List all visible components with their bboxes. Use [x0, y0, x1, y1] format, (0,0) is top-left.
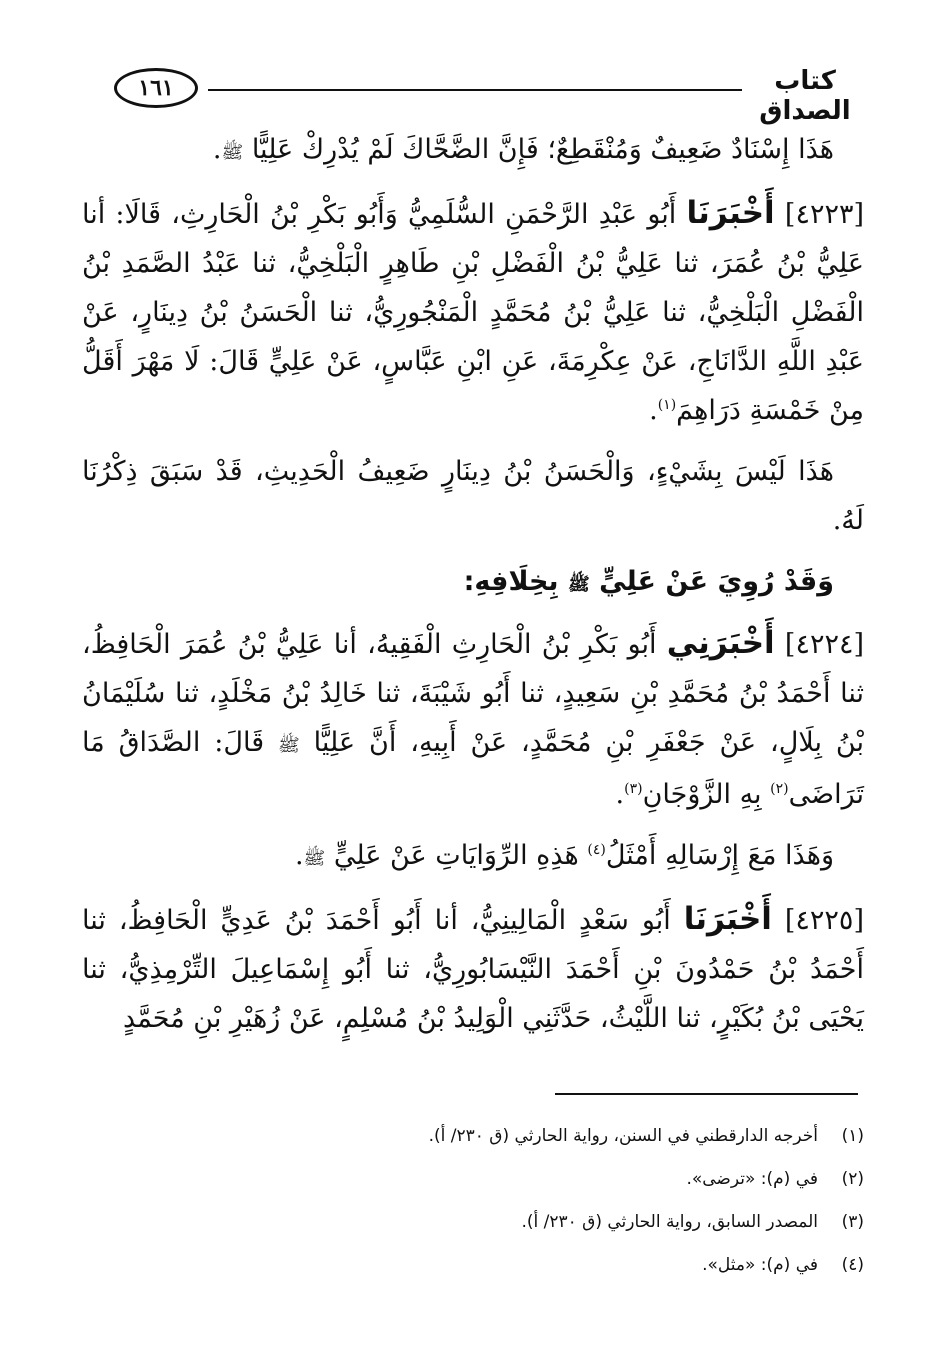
hadith-keyword: أَخْبَرَنَا	[683, 901, 772, 937]
page-number-badge	[114, 68, 198, 108]
section-heading	[82, 557, 864, 609]
hadith-text-2: قَالَ: الصَّدَاقُ مَا تَرَاضَى	[82, 727, 864, 810]
footnote-ref: (٣)	[624, 781, 643, 797]
hadith-keyword: أَخْبَرَنَا	[686, 195, 775, 231]
page-number: ١٦١	[138, 75, 174, 101]
hadith-4223	[82, 189, 864, 435]
paragraph-text: وَهَذَا مَعَ إِرْسَالِهِ أَمْثَلُ	[605, 840, 834, 871]
hadith-text-3: بِهِ الزَّوْجَانِ	[642, 779, 762, 810]
main-text	[82, 125, 864, 1055]
honorific-symbol: ﷺ	[221, 142, 244, 163]
hadith-keyword: أَخْبَرَنِي	[666, 625, 775, 661]
hadith-number: [٤٢٢٤]	[784, 629, 865, 660]
footnote-4	[82, 1244, 864, 1287]
paragraph-text: هَذَا لَيْسَ بِشَيْءٍ، وَالْحَسَنُ بْنُ دِينَارٍ ضَعِيفُ الْحَدِيثِ، قَدْ سَبَقَ ذِكْرُنَا لَهُ.	[82, 456, 864, 536]
hadith-text: أَبُو بَكْرِ بْنُ الْحَارِثِ الْفَقِيهُ، أنا عَلِيُّ بْنُ عُمَرَ الْحَافِظُ، ثنا أَحْمَدُ بْنُ مُحَمَّدِ بْنِ سَعِيدٍ، ثنا أَبُو شَيْبَةَ، ثنا خَالِدُ بْنُ مَخْلَدٍ، ثنا سُلَيْمَانُ بْنُ بِلَالٍ، عَنْ جَعْفَرِ بْنِ مُحَمَّدٍ، عَنْ أَبِيهِ، أَنَّ عَلِيًّا	[82, 629, 864, 758]
honorific-symbol: ﷺ	[303, 848, 326, 869]
page-header	[100, 62, 860, 126]
honorific-symbol: ﷺ	[567, 574, 590, 595]
paragraph-tail: .	[649, 395, 658, 426]
paragraph-text: هَذَا إِسْنَادٌ ضَعِيفٌ وَمُنْقَطِعٌ؛ فَإِنَّ الضَّحَّاكَ لَمْ يُدْرِكْ عَلِيًّا	[251, 134, 834, 165]
footnote-text: في (م): «مثل».	[702, 1255, 818, 1275]
footnote-3	[82, 1201, 864, 1244]
hadith-text: أَبُو سَعْدٍ الْمَالِينِيُّ، أنا أَبُو أَحْمَدَ بْنُ عَدِيٍّ الْحَافِظُ، ثنا أَحْمَدُ بْنُ حَمْدُونَ بْنِ أَحْمَدَ النَّيْسَابُورِيُّ، ثنا أَبُو إِسْمَاعِيلَ التِّرْمِذِيُّ، ثنا يَحْيَى بْنُ بُكَيْرٍ، ثنا اللَّيْثُ، حَدَّثَنِي الْوَلِيدُ بْنُ مُسْلِمٍ، عَنْ زُهَيْرِ بْنِ مُحَمَّدٍ	[82, 905, 864, 1034]
footnote-number: (٤)	[841, 1255, 864, 1275]
footnote-text: أخرجه الدارقطني في السنن، رواية الحارثي (ق ٢٣٠/ أ).	[428, 1126, 818, 1146]
footnote-separator	[555, 1093, 858, 1095]
paragraph-3	[82, 447, 864, 545]
paragraph-tail: .	[615, 779, 625, 810]
hadith-text: أَبُو عَبْدِ الرَّحْمَنِ السُّلَمِيُّ وَأَبُو بَكْرِ بْنُ الْحَارِثِ، قَالَا: أنا عَلِيُّ بْنُ عُمَرَ، ثنا عَلِيُّ بْنُ الْفَضْلِ بْنِ طَاهِرٍ الْبَلْخِيُّ، ثنا عَبْدُ الصَّمَدِ بْنُ الْفَضْلِ الْبَلْخِيُّ، ثنا عَلِيُّ بْنُ مُحَمَّدٍ الْمَنْجُورِيُّ، ثنا الْحَسَنُ بْنُ دِينَارٍ، عَنْ عَبْدِ اللَّهِ الدَّانَاجِ، عَنْ عِكْرِمَةَ، عَنِ ابْنِ عَبَّاسٍ، عَنْ عَلِيٍّ قَالَ: لَا مَهْرَ أَقَلُّ مِنْ خَمْسَةِ دَرَاهِمَ	[82, 199, 864, 426]
paragraph-6	[82, 831, 864, 883]
hadith-4224	[82, 619, 864, 819]
paragraph-tail: .	[294, 840, 304, 871]
footnote-number: (٣)	[841, 1212, 864, 1232]
book-title: كتاب الصداق	[759, 66, 851, 126]
footnote-text: المصدر السابق، رواية الحارثي (ق ٢٣٠/ أ).	[521, 1212, 818, 1232]
footnote-number: (٢)	[841, 1169, 864, 1189]
footnote-ref: (٢)	[770, 781, 789, 797]
footnotes	[82, 1115, 864, 1287]
footnote-text: في (م): «ترضى».	[686, 1169, 818, 1189]
footnote-ref: (٤)	[587, 842, 606, 858]
footnote-1	[82, 1115, 864, 1158]
paragraph-1	[82, 125, 864, 177]
footnote-number: (١)	[841, 1126, 864, 1146]
footnote-2	[82, 1158, 864, 1201]
hadith-number: [٤٢٢٣]	[784, 199, 864, 230]
paragraph-text-2: هَذِهِ الرِّوَايَاتِ عَنْ عَلِيٍّ	[333, 840, 579, 871]
heading-text: وَقَدْ رُوِيَ عَنْ عَلِيٍّ	[599, 566, 834, 597]
header-rule	[208, 89, 742, 91]
honorific-symbol: ﷺ	[278, 735, 300, 756]
heading-tail: بِخِلَافِهِ:	[463, 566, 559, 597]
hadith-4225	[82, 895, 864, 1043]
hadith-number: [٤٢٢٥]	[784, 905, 864, 936]
footnote-ref: (١)	[657, 397, 677, 413]
paragraph-tail: .	[212, 134, 222, 165]
